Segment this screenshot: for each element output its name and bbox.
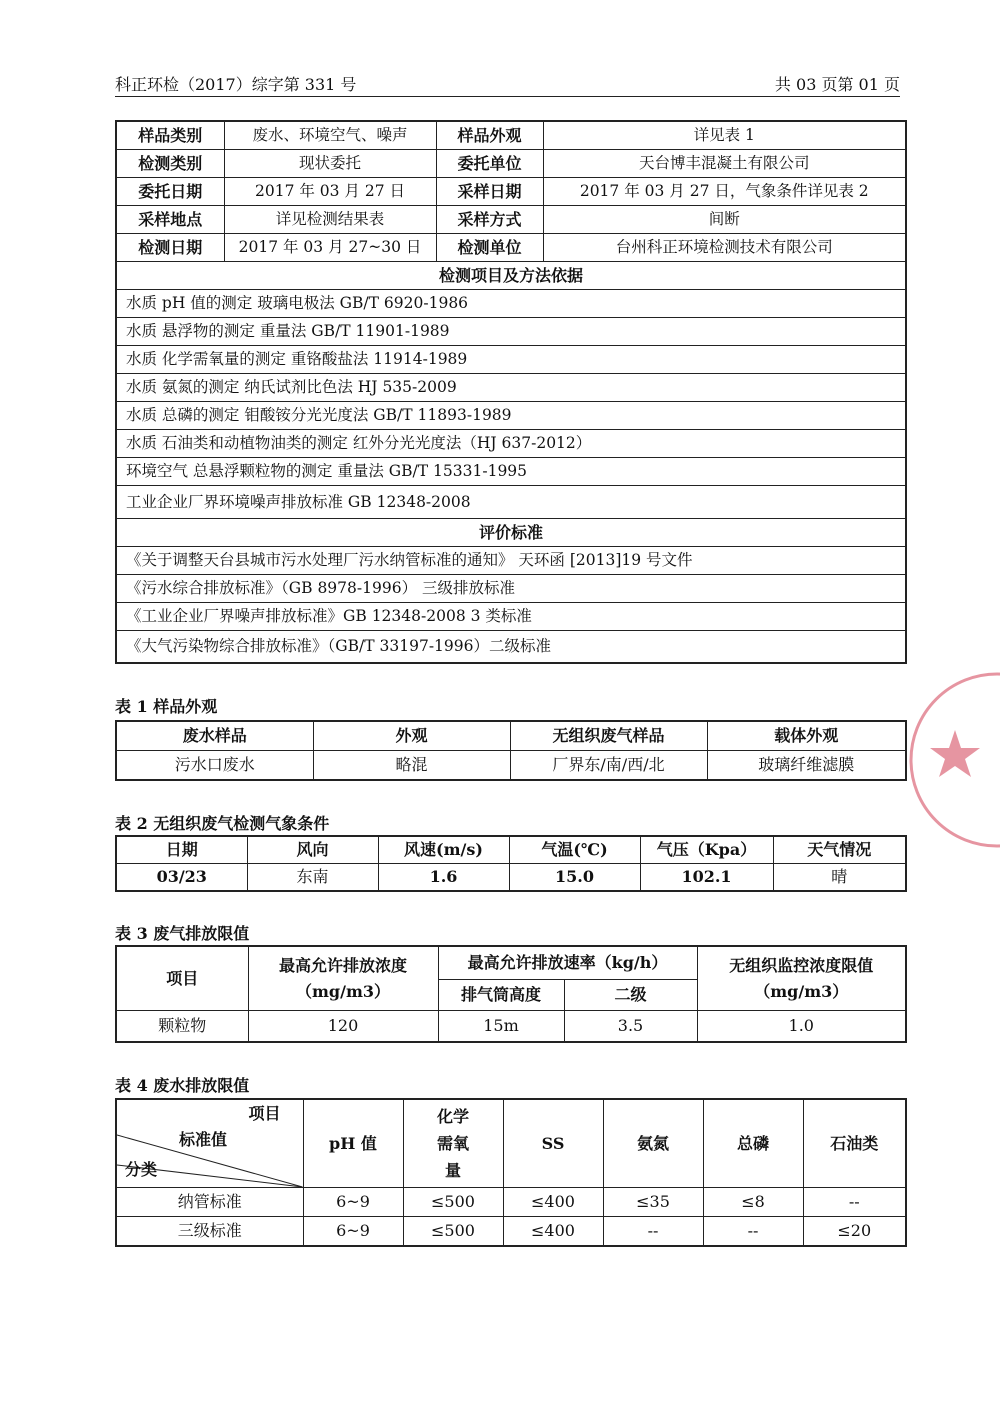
sample-appearance-value: 详见表 1	[543, 121, 906, 150]
table4-header: 化学需氧量	[403, 1099, 503, 1188]
methods-section-title: 检测项目及方法依据	[116, 262, 906, 290]
table2-cell: 15.0	[509, 864, 640, 892]
table3-cell: 1.0	[697, 1011, 906, 1043]
table4-header: 石油类	[803, 1099, 906, 1188]
client-label: 委托单位	[436, 150, 543, 178]
table4-cell: --	[703, 1217, 803, 1247]
method-item: 水质 pH 值的测定 玻璃电极法 GB/T 6920-1986	[116, 290, 906, 318]
table3-header-stack: 排气筒高度	[438, 980, 564, 1011]
table1-header: 废水样品	[116, 721, 313, 751]
client-value: 天台博丰混凝土有限公司	[543, 150, 906, 178]
table4-cell: ≤500	[403, 1188, 503, 1217]
test-date-value: 2017 年 03 月 27~30 日	[224, 234, 436, 262]
test-date-label: 检测日期	[116, 234, 224, 262]
table1-sample-appearance	[115, 720, 907, 781]
sampling-method-value: 间断	[543, 206, 906, 234]
table1-cell: 污水口废水	[116, 751, 313, 781]
table4-cell: ≤35	[603, 1188, 703, 1217]
table4-cell: 6~9	[303, 1188, 403, 1217]
standard-item: 《污水综合排放标准》（GB 8978-1996） 三级排放标准	[116, 575, 906, 603]
table4-cell: ≤20	[803, 1217, 906, 1247]
table3-cell: 15m	[438, 1011, 564, 1043]
table2-caption: 表 2 无组织废气检测气象条件	[115, 814, 330, 833]
test-category-value: 现状委托	[224, 150, 436, 178]
sample-category-value: 废水、环境空气、噪声	[224, 121, 436, 150]
table4-cell: ≤400	[503, 1217, 603, 1247]
page-info: 共 03 页第 01 页	[774, 75, 900, 94]
table4-cell: ≤8	[703, 1188, 803, 1217]
test-unit-label: 检测单位	[436, 234, 543, 262]
table4-cell: 纳管标准	[116, 1188, 303, 1217]
table2-cell: 晴	[773, 864, 906, 892]
table4-header: 总磷	[703, 1099, 803, 1188]
table3-exhaust-limits	[115, 945, 907, 1043]
table3-header-fugitive: 无组织监控浓度限值（mg/m3）	[697, 946, 906, 1011]
table4-cell: ≤400	[503, 1188, 603, 1217]
standards-section-title: 评价标准	[116, 519, 906, 547]
method-item: 水质 化学需氧量的测定 重铬酸盐法 11914-1989	[116, 346, 906, 374]
table2-cell: 03/23	[116, 864, 247, 892]
table2-header: 风向	[247, 836, 378, 864]
table3-header-item: 项目	[116, 946, 248, 1011]
table2-header: 气温(℃)	[509, 836, 640, 864]
sample-category-label: 样品类别	[116, 121, 224, 150]
table4-wastewater-limits	[115, 1098, 907, 1247]
sampling-site-label: 采样地点	[116, 206, 224, 234]
table4-header: SS	[503, 1099, 603, 1188]
table4-caption: 表 4 废水排放限值	[115, 1076, 250, 1095]
diag-label-standard: 标准值	[179, 1130, 228, 1149]
table4-cell: ≤500	[403, 1217, 503, 1247]
table4-cell: 三级标准	[116, 1217, 303, 1247]
test-category-label: 检测类别	[116, 150, 224, 178]
table1-header: 载体外观	[707, 721, 906, 751]
official-stamp	[905, 660, 1000, 860]
table1-cell: 略混	[313, 751, 510, 781]
table1-header: 外观	[313, 721, 510, 751]
table3-cell: 120	[248, 1011, 438, 1043]
table4-header: 氨氮	[603, 1099, 703, 1188]
commission-date-value: 2017 年 03 月 27 日	[224, 178, 436, 206]
table1-cell: 玻璃纤维滤膜	[707, 751, 906, 781]
standard-item: 《大气污染物综合排放标准》（GB/T 33197-1996）二级标准	[116, 631, 906, 664]
standard-item: 《关于调整天台县城市污水处理厂污水纳管标准的通知》 天环函 [2013]19 号文件	[116, 547, 906, 575]
diag-label-category: 分类	[125, 1160, 158, 1179]
sampling-date-label: 采样日期	[436, 178, 543, 206]
table2-cell: 102.1	[640, 864, 773, 892]
sampling-site-value: 详见检测结果表	[224, 206, 436, 234]
table1-cell: 厂界东/南/西/北	[510, 751, 707, 781]
sampling-method-label: 采样方式	[436, 206, 543, 234]
table3-header-grade: 二级	[564, 980, 697, 1011]
method-item: 水质 石油类和动植物油类的测定 红外分光光度法（HJ 637-2012）	[116, 430, 906, 458]
diag-label-item: 项目	[248, 1104, 281, 1123]
table3-caption: 表 3 废气排放限值	[115, 924, 250, 943]
table2-header: 气压（Kpa）	[640, 836, 773, 864]
test-unit-value: 台州科正环境检测技术有限公司	[543, 234, 906, 262]
table2-header: 风速(m/s)	[378, 836, 509, 864]
table3-cell: 颗粒物	[116, 1011, 248, 1043]
method-item: 水质 氨氮的测定 纳氏试剂比色法 HJ 535-2009	[116, 374, 906, 402]
table3-header-concentration: 最高允许排放浓度（mg/m3）	[248, 946, 438, 1011]
page-header	[115, 70, 900, 97]
table2-cell: 东南	[247, 864, 378, 892]
report-info-table	[115, 120, 907, 664]
commission-date-label: 委托日期	[116, 178, 224, 206]
table2-weather-conditions	[115, 835, 907, 892]
table4-cell: --	[603, 1217, 703, 1247]
table4-cell: 6~9	[303, 1217, 403, 1247]
table2-header: 天气情况	[773, 836, 906, 864]
table2-cell: 1.6	[378, 864, 509, 892]
table3-header-rate: 最高允许排放速率（kg/h）	[438, 946, 697, 980]
table1-caption: 表 1 样品外观	[115, 697, 218, 716]
sample-appearance-label: 样品外观	[436, 121, 543, 150]
document-number: 科正环检（2017）综字第 331 号	[115, 75, 357, 94]
table4-header: pH 值	[303, 1099, 403, 1188]
table1-header: 无组织废气样品	[510, 721, 707, 751]
method-item: 工业企业厂界环境噪声排放标准 GB 12348-2008	[116, 486, 906, 519]
table2-header: 日期	[116, 836, 247, 864]
sampling-date-value: 2017 年 03 月 27 日，气象条件详见表 2	[543, 178, 906, 206]
method-item: 水质 总磷的测定 钼酸铵分光光度法 GB/T 11893-1989	[116, 402, 906, 430]
method-item: 环境空气 总悬浮颗粒物的测定 重量法 GB/T 15331-1995	[116, 458, 906, 486]
table3-cell: 3.5	[564, 1011, 697, 1043]
standard-item: 《工业企业厂界噪声排放标准》GB 12348-2008 3 类标准	[116, 603, 906, 631]
table4-diagonal-header	[116, 1099, 303, 1188]
method-item: 水质 悬浮物的测定 重量法 GB/T 11901-1989	[116, 318, 906, 346]
table4-cell: --	[803, 1188, 906, 1217]
